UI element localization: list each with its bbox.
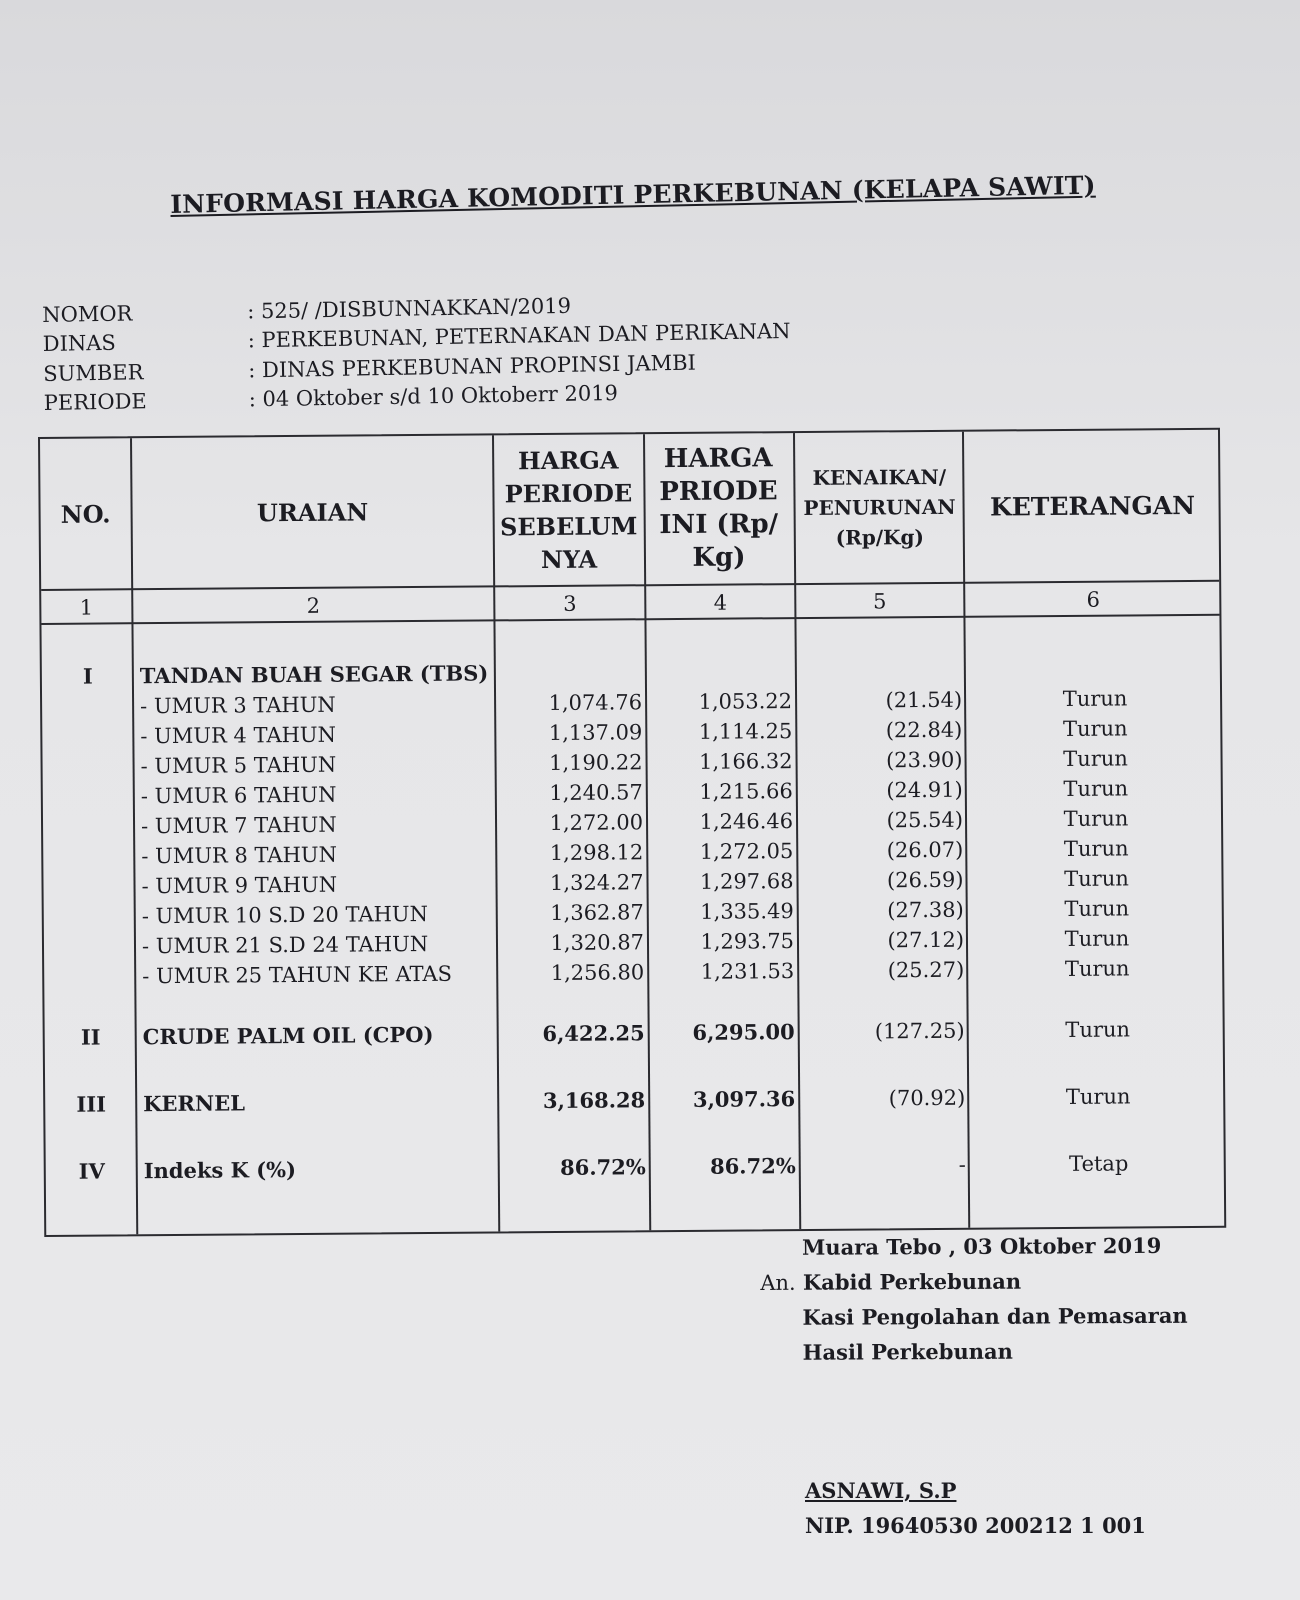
cell-uraian: - UMUR 10 S.D 20 TAHUN [141, 901, 429, 929]
cell-uraian: - UMUR 3 TAHUN [140, 692, 336, 719]
index-cell: 1 [79, 595, 94, 620]
cell-keterangan: Turun [1065, 1017, 1131, 1042]
meta-label: PERIODE [43, 389, 147, 416]
cell-uraian: Indeks K (%) [143, 1156, 297, 1184]
cell-keterangan: Turun [1064, 956, 1130, 981]
header-no: NO. [60, 498, 111, 529]
cell-kenaikan: (26.07) [886, 837, 964, 863]
cell-harga-sebelum: 86.72% [559, 1154, 646, 1180]
header-harga-ini: HARGA PRIODE INI (Rp/ Kg) [659, 443, 779, 573]
price-table [38, 428, 1226, 1237]
cell-kenaikan: (25.54) [886, 807, 964, 833]
cell-uraian: TANDAN BUAH SEGAR (TBS) [139, 660, 489, 689]
cell-uraian: - UMUR 6 TAHUN [140, 782, 337, 809]
table-row [45, 1014, 1223, 1053]
cell-kenaikan: (25.27) [887, 957, 965, 983]
cell-uraian: CRUDE PALM OIL (CPO) [142, 1021, 434, 1050]
signature-subtitle: Kasi Pengolahan dan Pemasaran [802, 1302, 1188, 1330]
header-kenaikan: KENAIKAN/ PENURUNAN (Rp/Kg) [803, 464, 956, 550]
cell-harga-sebelum: 3,168.28 [542, 1087, 646, 1114]
cell-keterangan: Turun [1063, 776, 1129, 801]
cell-harga-sebelum: 1,240.57 [549, 780, 643, 805]
meta-value: : PERKEBUNAN, PETERNAKAN DAN PERIKANAN [247, 319, 791, 353]
cell-keterangan: Turun [1064, 896, 1130, 921]
table-row [46, 1148, 1224, 1187]
cell-harga-sebelum: 1,362.87 [550, 900, 644, 925]
cell-harga-ini: 1,335.49 [700, 899, 794, 924]
cell-kenaikan: (22.84) [885, 717, 963, 743]
cell-keterangan: Turun [1065, 1084, 1131, 1109]
meta-value: : 04 Oktober s/d 10 Oktoberr 2019 [248, 381, 619, 412]
cell-harga-sebelum: 1,320.87 [550, 930, 645, 955]
index-cell: 4 [713, 590, 728, 615]
cell-kenaikan: (21.54) [885, 687, 963, 713]
cell-uraian: - UMUR 7 TAHUN [140, 812, 337, 839]
cell-kenaikan: (23.90) [885, 747, 963, 773]
header-harga-sebelum: HARGA PERIODE SEBELUM NYA [499, 445, 638, 575]
cell-keterangan: Turun [1063, 746, 1128, 771]
cell-harga-ini: 6,295.00 [692, 1019, 795, 1045]
cell-harga-sebelum: 1,324.27 [549, 870, 644, 895]
meta-label: NOMOR [42, 301, 133, 327]
index-cell: 3 [563, 591, 577, 616]
signature-block [760, 1228, 1188, 1370]
signature-position: Kabid Perkebunan [802, 1268, 1022, 1295]
cell-harga-ini: 1,053.22 [698, 689, 793, 714]
cell-keterangan: Tetap [1069, 1151, 1129, 1176]
cell-no: IV [78, 1158, 105, 1184]
cell-kenaikan: (27.12) [887, 927, 965, 953]
cell-kenaikan: (70.92) [888, 1085, 966, 1111]
cell-harga-ini: 1,246.46 [699, 809, 794, 834]
cell-uraian: - UMUR 25 TAHUN KE ATAS [142, 961, 453, 989]
place-date: Muara Tebo , 03 Oktober 2019 [802, 1232, 1162, 1260]
meta-value: : DINAS PERKEBUNAN PROPINSI JAMBI [248, 350, 697, 383]
cell-uraian: KERNEL [143, 1090, 246, 1117]
cell-harga-ini: 1,297.68 [699, 869, 794, 894]
cell-harga-ini: 1,231.53 [700, 959, 795, 984]
cell-harga-ini: 1,215.66 [699, 779, 793, 804]
cell-uraian: - UMUR 9 TAHUN [141, 872, 338, 899]
cell-harga-sebelum: 1,074.76 [548, 690, 643, 715]
cell-harga-sebelum: 1,256.80 [550, 960, 645, 985]
meta-label: SUMBER [43, 359, 144, 386]
cell-keterangan: Turun [1064, 866, 1129, 891]
signatory-name: ASNAWI, S.P [805, 1478, 957, 1503]
document-title: INFORMASI HARGA KOMODITI PERKEBUNAN (KELAPA SAWIT) [170, 170, 1096, 219]
cell-harga-sebelum: 1,272.00 [549, 810, 644, 835]
document-meta [42, 287, 792, 418]
header-keterangan: KETERANGAN [989, 490, 1196, 522]
cell-harga-ini: 3,097.36 [692, 1086, 796, 1112]
cell-kenaikan: (26.59) [886, 867, 964, 893]
cell-kenaikan: - [958, 1152, 966, 1177]
index-cell: 6 [1086, 587, 1101, 612]
cell-harga-ini: 1,293.75 [700, 929, 795, 954]
header-uraian: URAIAN [256, 496, 369, 527]
an-prefix: An. [760, 1270, 796, 1295]
cell-no: II [80, 1024, 101, 1050]
cell-keterangan: Turun [1062, 716, 1128, 741]
cell-keterangan: Turun [1063, 836, 1129, 861]
cell-uraian: - UMUR 21 S.D 24 TAHUN [141, 931, 429, 959]
cell-kenaikan: (127.25) [874, 1018, 965, 1044]
cell-uraian: - UMUR 4 TAHUN [140, 722, 337, 749]
meta-value: : 525/ /DISBUNNAKKAN/2019 [247, 293, 572, 324]
cell-kenaikan: (24.91) [886, 777, 963, 803]
cell-keterangan: Turun [1062, 686, 1128, 711]
signature-title-line [760, 1263, 1187, 1300]
index-cell: 2 [306, 593, 321, 618]
cell-harga-sebelum: 1,298.12 [549, 840, 644, 865]
cell-keterangan: Turun [1063, 806, 1129, 831]
cell-harga-ini: 1,272.05 [699, 839, 794, 864]
cell-uraian: - UMUR 5 TAHUN [140, 752, 337, 779]
cell-harga-ini: 1,114.25 [698, 719, 793, 744]
cell-uraian: - UMUR 8 TAHUN [141, 842, 337, 869]
table-row [45, 1081, 1223, 1120]
meta-label: DINAS [42, 330, 117, 357]
cell-harga-sebelum: 1,190.22 [548, 750, 643, 775]
cell-harga-ini: 1,166.32 [698, 749, 793, 774]
index-cell: 5 [873, 589, 887, 614]
cell-harga-sebelum: 6,422.25 [542, 1020, 645, 1047]
cell-harga-sebelum: 1,137.09 [548, 720, 643, 745]
cell-kenaikan: (27.38) [887, 897, 964, 923]
cell-no: III [76, 1091, 107, 1117]
signatory-nip: NIP. 19640530 200212 1 001 [805, 1513, 1146, 1538]
cell-harga-ini: 86.72% [709, 1153, 796, 1179]
cell-no: I [82, 663, 93, 689]
signature-subtitle: Hasil Perkebunan [802, 1338, 1013, 1365]
cell-keterangan: Turun [1064, 926, 1130, 951]
